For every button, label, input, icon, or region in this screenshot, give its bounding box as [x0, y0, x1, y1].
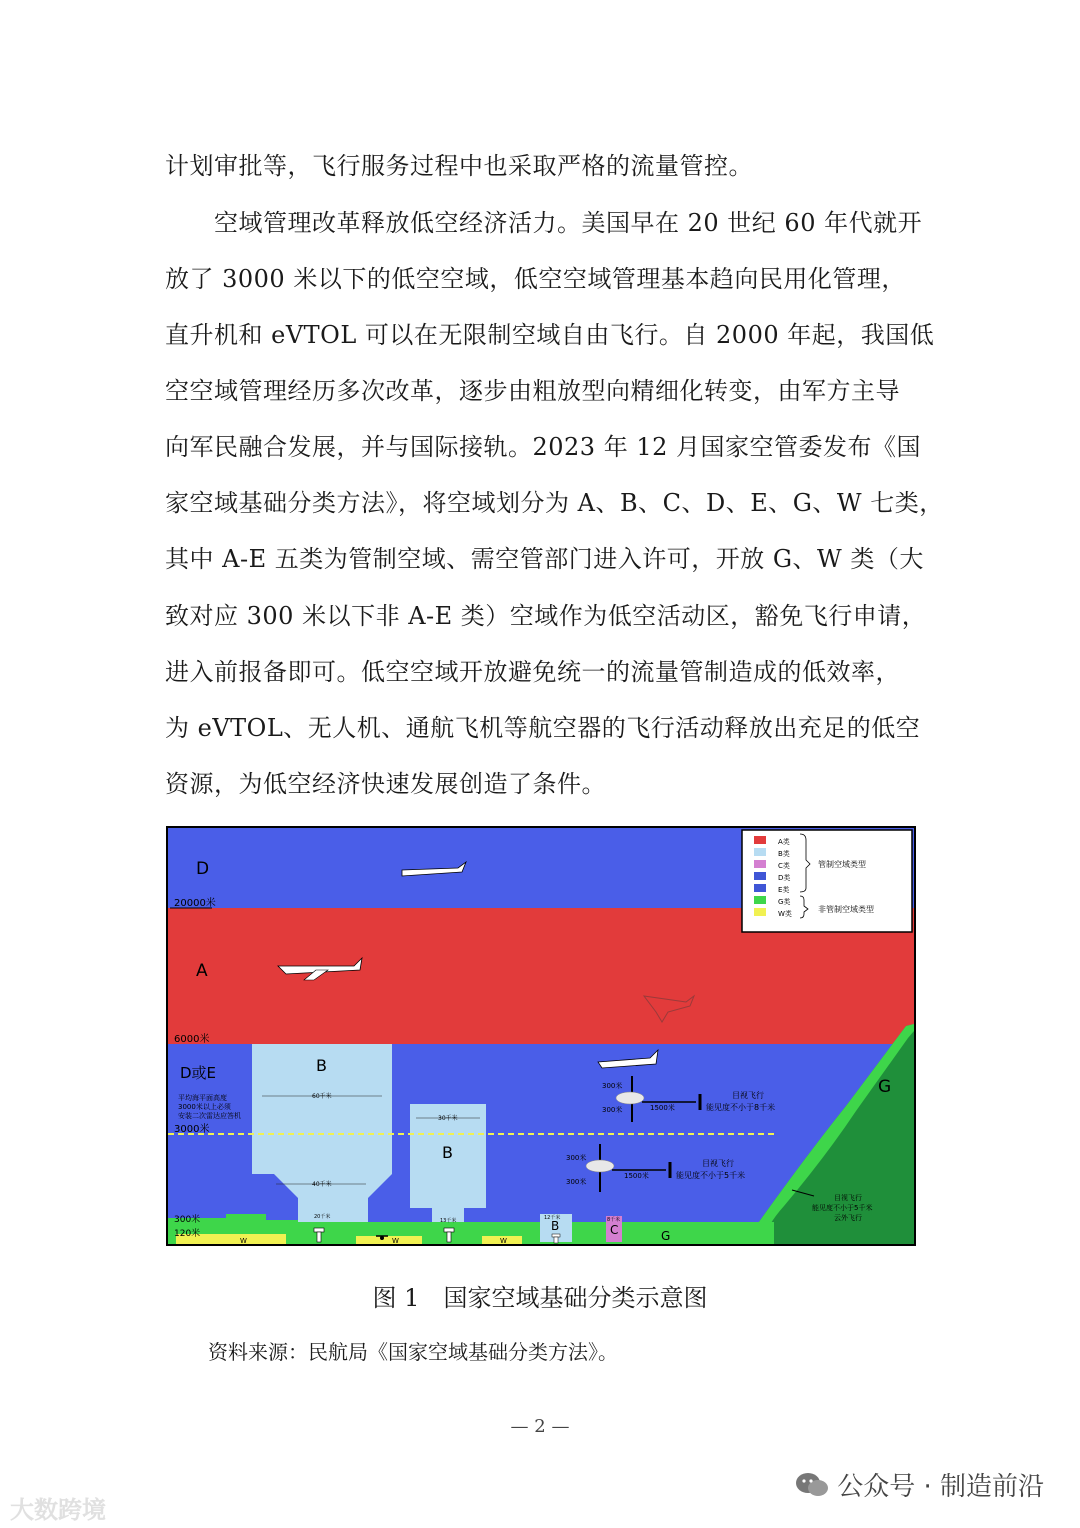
vfr1-down: 300米: [602, 1106, 623, 1114]
label-c: C: [610, 1223, 619, 1237]
paragraph-line: 进入前报备即可。低空空域开放避免统一的流量管制造成的低效率，: [165, 658, 900, 686]
watermark-brand: [10, 1490, 106, 1525]
vfr2-text1: 目视飞行: [702, 1159, 734, 1168]
altitude-300: 300米: [174, 1215, 201, 1225]
paragraph-line: 致对应 300 米以下非 A-E 类）空域作为低空活动区，豁免飞行申请，: [165, 602, 927, 630]
paragraph-line: 计划审批等，飞行服务过程中也采取严格的流量管控。: [165, 152, 753, 180]
figure-caption: 图 1 国家空域基础分类示意图: [372, 1284, 708, 1312]
vfr2-text2: 能见度不小于5千米: [676, 1171, 746, 1180]
label-a: A: [196, 961, 208, 981]
note-line: 平均海平面高度: [178, 1094, 227, 1102]
legend: [742, 830, 912, 932]
label-d: D: [196, 859, 210, 879]
width-b3-base: 12千米: [544, 1215, 561, 1221]
width-b1-bottom: 40千米: [312, 1181, 332, 1188]
label-g-ground: G: [661, 1229, 671, 1243]
width-b2-base: 13千米: [440, 1218, 457, 1224]
page-number: — 2 —: [510, 1416, 570, 1437]
width-b1-top: 60千米: [312, 1093, 332, 1100]
legend-item: W类: [778, 910, 792, 918]
note-line: 3000米以上必须: [178, 1103, 231, 1111]
vfr2-down: 300米: [566, 1178, 587, 1186]
legend-item: E类: [778, 886, 790, 894]
width-c-base: 8千米: [607, 1217, 621, 1223]
altitude-120: 120米: [174, 1229, 201, 1239]
vfr2-up: 300米: [566, 1154, 587, 1162]
label-w-2: W: [392, 1237, 399, 1245]
label-g-mountain: G: [878, 1077, 892, 1097]
wechat-icon: [795, 1471, 829, 1499]
vfr3-text3: 云外飞行: [834, 1214, 862, 1222]
legend-swatch-c: [754, 860, 766, 868]
legend-swatch-e: [754, 884, 766, 892]
altitude-6000: 6000米: [174, 1034, 210, 1045]
airspace-classification-figure: [166, 826, 916, 1246]
legend-item: A类: [778, 838, 790, 846]
paragraph-line: 空域管理改革释放低空经济活力。美国早在 20 世纪 60 年代就开: [165, 209, 923, 237]
paragraph-line: 直升机和 eVTOL 可以在无限制空域自由飞行。自 2000 年起，我国低: [165, 321, 935, 349]
legend-group-uncontrolled: 非管制空域类型: [818, 905, 874, 914]
vfr3-text2: 能见度不小于5千米: [812, 1204, 873, 1212]
label-b-small: B: [551, 1219, 560, 1233]
paragraph-line: 放了 3000 米以下的低空空域，低空空域管理基本趋向民用化管理，: [165, 265, 906, 293]
watermark-brand-text: 大数跨境: [10, 1496, 106, 1524]
label-d-or-e: D或E: [180, 1064, 217, 1082]
vfr1-text2: 能见度不小于8千米: [706, 1103, 776, 1112]
paragraph-line: 家空域基础分类方法》，将空域划分为 A、B、C、D、E、G、W 七类，: [165, 489, 944, 517]
paragraph-line: 其中 A-E 五类为管制空域、需空管部门进入许可，开放 G、W 类（大: [165, 545, 924, 573]
legend-swatch-d: [754, 872, 766, 880]
paragraph-line: 为 eVTOL、无人机、通航飞机等航空器的飞行活动释放出充足的低空: [165, 714, 921, 742]
paragraph-line: 空空域管理经历多次改革，逐步由粗放型向精细化转变，由军方主导: [165, 377, 900, 405]
label-b-medium: B: [442, 1143, 453, 1162]
label-w-3: W: [500, 1237, 507, 1245]
legend-item: D类: [778, 874, 791, 882]
vfr1-up: 300米: [602, 1082, 623, 1090]
legend-swatch-b: [754, 848, 766, 856]
vfr3-text1: 目视飞行: [834, 1194, 862, 1202]
watermark-wechat: [795, 1466, 1044, 1503]
altitude-3000: 3000米: [174, 1124, 210, 1135]
width-b1-base: 20千米: [314, 1214, 331, 1220]
vfr1-text1: 目视飞行: [732, 1091, 764, 1100]
width-b2-top: 30千米: [438, 1115, 458, 1122]
label-w-1: W: [240, 1237, 247, 1245]
legend-item: B类: [778, 850, 790, 858]
watermark-text: 公众号 · 制造前沿: [837, 1472, 1044, 1502]
paragraph-line: 向军民融合发展，并与国际接轨。2023 年 12 月国家空管委发布《国: [165, 433, 922, 461]
note-line: 安装二次雷达应答机: [178, 1112, 241, 1120]
legend-swatch-g: [754, 896, 766, 904]
label-b-large: B: [316, 1056, 327, 1075]
legend-swatch-a: [754, 836, 766, 844]
legend-swatch-w: [754, 908, 766, 916]
altitude-20000: 20000米: [174, 898, 216, 909]
zone-w-2: [356, 1236, 422, 1244]
paragraph-line: 资源，为低空经济快速发展创造了条件。: [165, 770, 606, 798]
legend-group-controlled: 管制空域类型: [818, 860, 866, 869]
legend-item: G类: [778, 898, 791, 906]
legend-item: C类: [778, 862, 790, 870]
vfr1-side: 1500米: [650, 1104, 675, 1112]
vfr2-side: 1500米: [624, 1172, 649, 1180]
figure-source: 资料来源：民航局《国家空域基础分类方法》。: [208, 1340, 618, 1364]
